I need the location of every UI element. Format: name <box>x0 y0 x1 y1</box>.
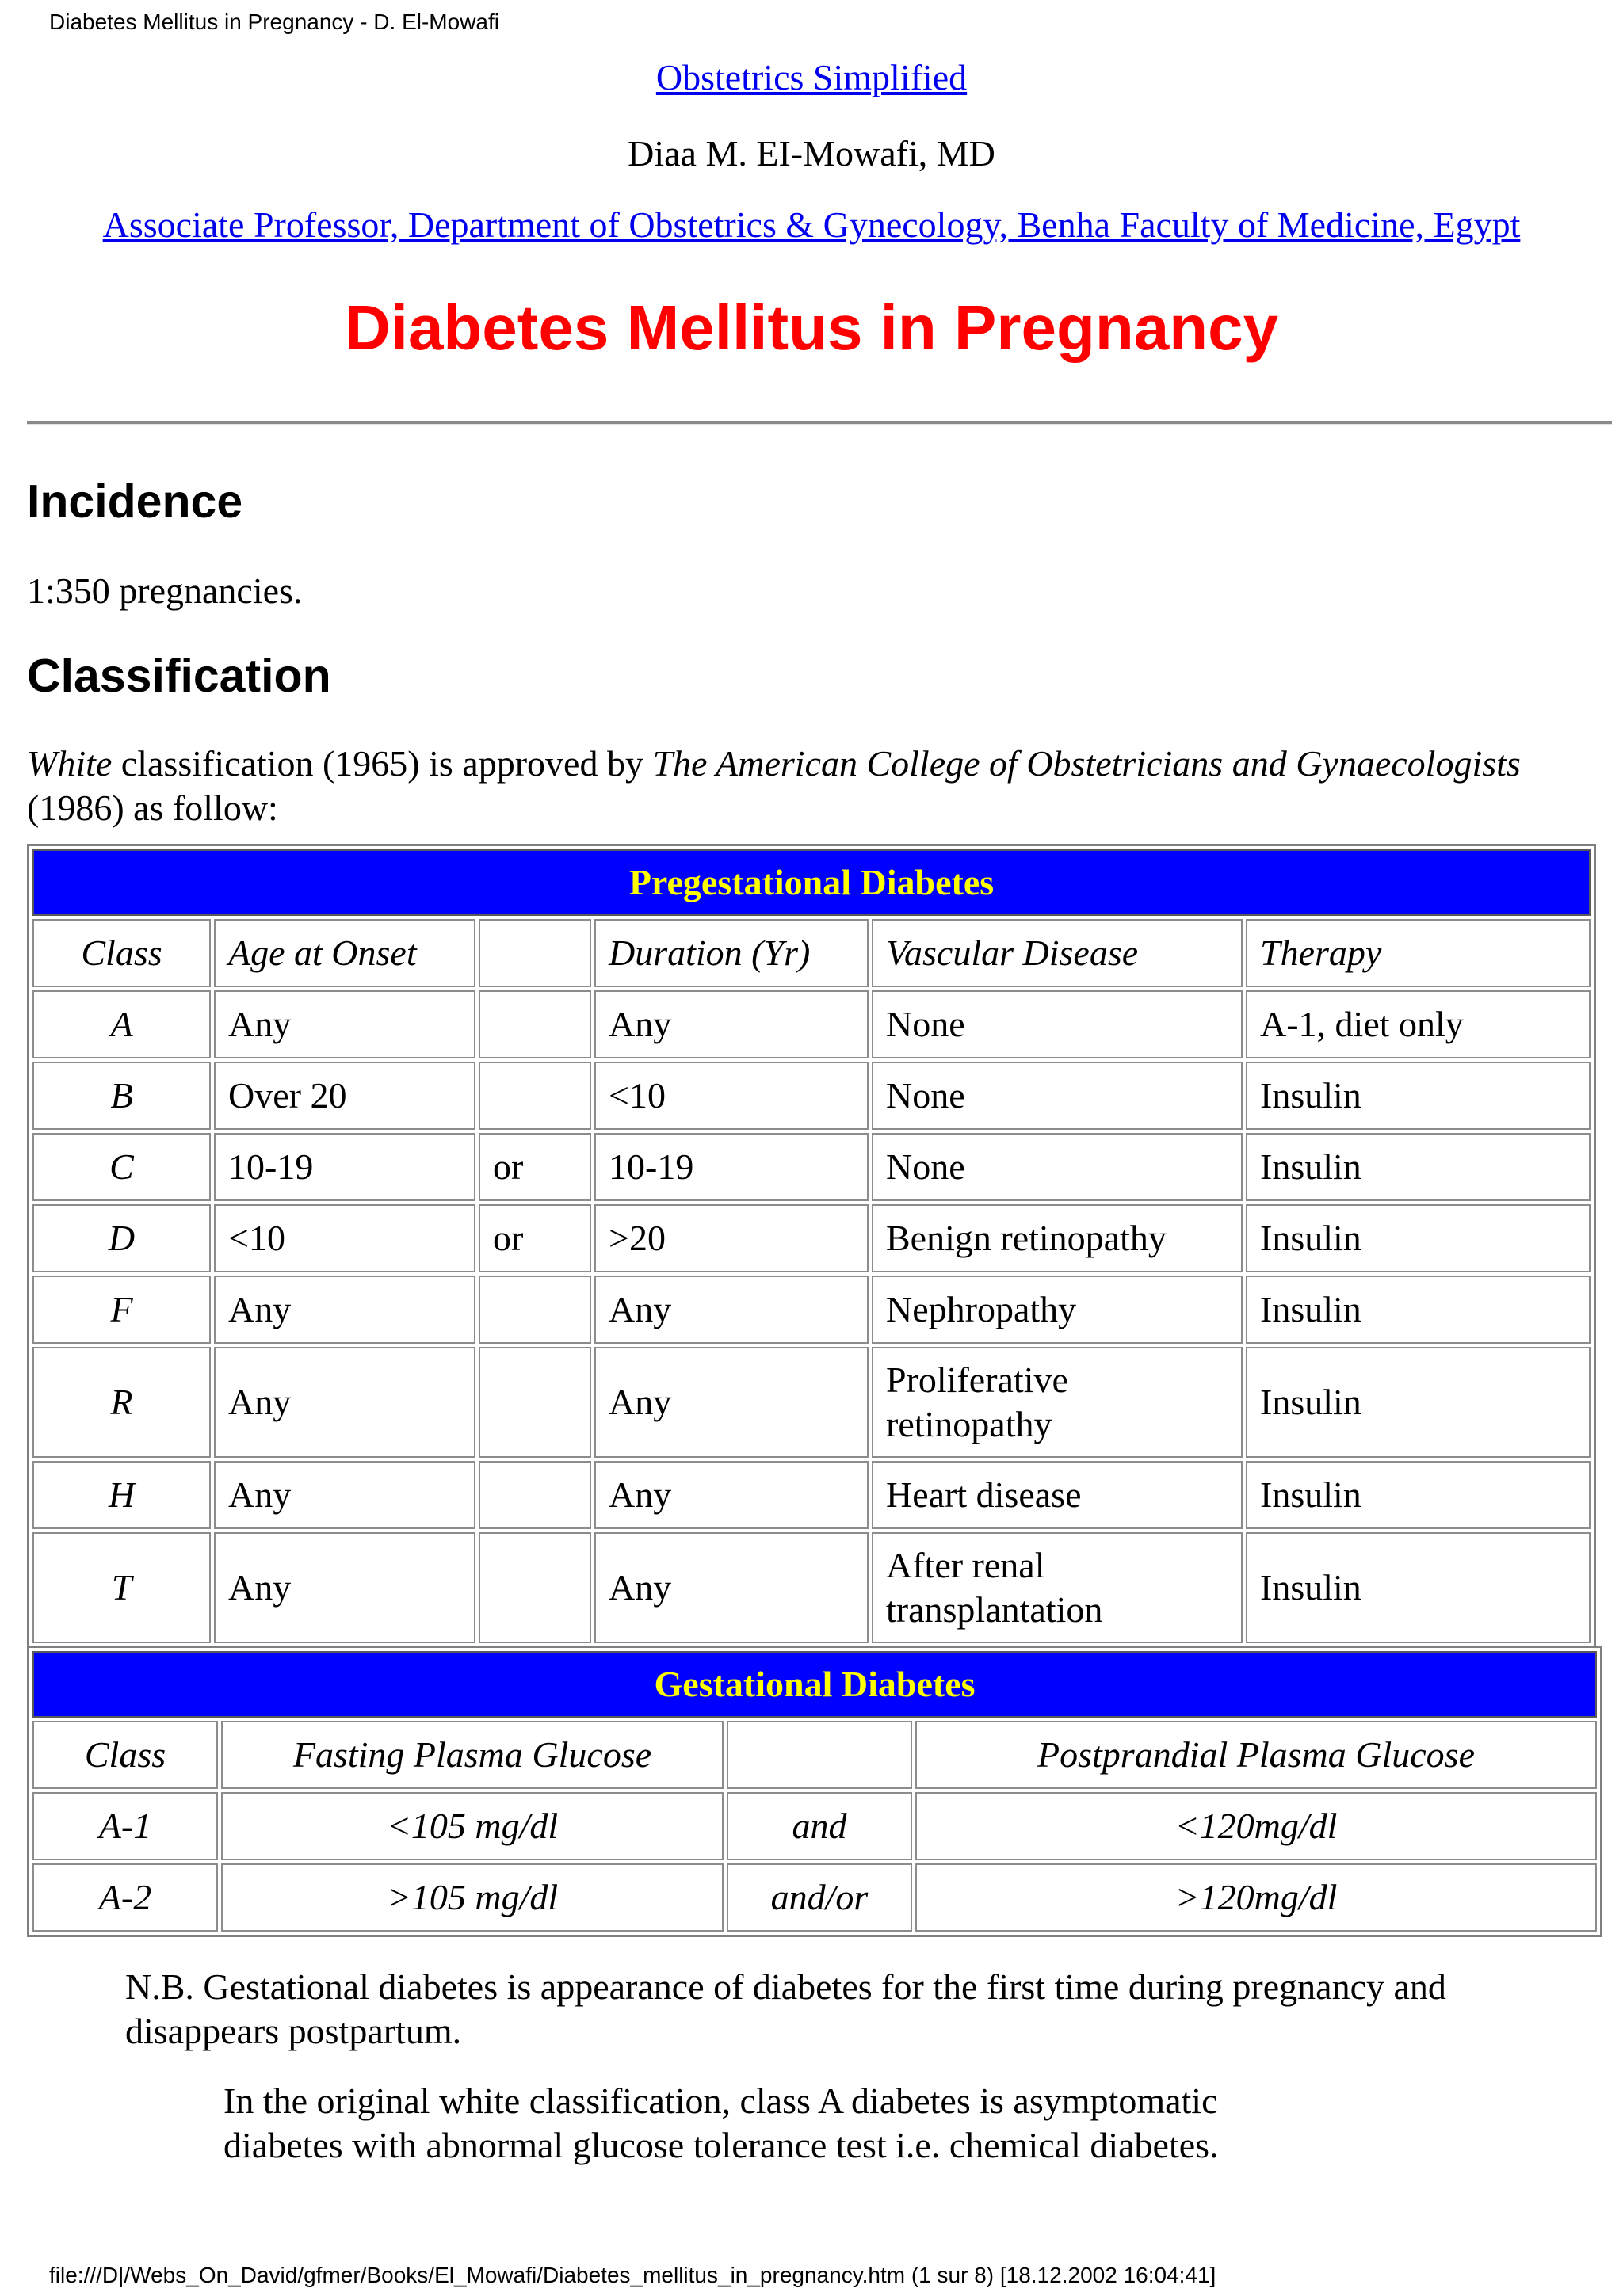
pregestational-cell: None <box>872 1062 1243 1130</box>
pregestational-cell: Any <box>214 1461 475 1529</box>
pregestational-cell: Any <box>214 1532 475 1643</box>
pregestational-cell: D <box>32 1204 211 1272</box>
gestational-cell: A-2 <box>32 1863 218 1932</box>
pregestational-cell: None <box>872 990 1243 1058</box>
pregestational-header-cell: Age at Onset <box>214 919 475 987</box>
pregestational-row <box>32 1276 1591 1344</box>
pregestational-cell <box>479 990 591 1058</box>
pregestational-row <box>32 1532 1591 1643</box>
gestational-cell: and <box>727 1792 912 1860</box>
gestational-cell: >105 mg/dl <box>221 1863 724 1932</box>
pregestational-cell: <10 <box>214 1204 475 1272</box>
pregestational-row <box>32 1062 1591 1130</box>
pregestational-cell: 10-19 <box>594 1133 869 1201</box>
pregestational-cell: or <box>479 1133 591 1201</box>
intro-text-2: (1986) as follow: <box>27 788 278 828</box>
gestational-banner-row <box>32 1651 1597 1718</box>
pregestational-cell: Any <box>594 1532 869 1643</box>
pregestational-cell <box>479 1347 591 1458</box>
pregestational-cell: Proliferative retinopathy <box>872 1347 1243 1458</box>
pregestational-table <box>27 844 1596 1649</box>
pregestational-cell: Insulin <box>1246 1276 1591 1344</box>
gestational-cell: A-1 <box>32 1792 218 1860</box>
pregestational-cell: 10-19 <box>214 1133 475 1201</box>
pregestational-header-cell <box>479 919 591 987</box>
gestational-header-row <box>32 1721 1597 1789</box>
pregestational-row <box>32 1347 1591 1458</box>
pregestational-header-row <box>32 919 1591 987</box>
nb-note: N.B. Gestational diabetes is appearance of diabetes for the first time during pregnancy and disappears postpartum. <box>125 1966 1446 2051</box>
pregestational-cell <box>479 1461 591 1529</box>
pregestational-row <box>32 990 1591 1058</box>
classification-heading: Classification <box>27 650 331 702</box>
pregestational-cell: Insulin <box>1246 1347 1591 1458</box>
pregestational-cell: Over 20 <box>214 1062 475 1130</box>
gestational-header-cell: Postprandial Plasma Glucose <box>915 1721 1597 1789</box>
pregestational-cell <box>479 1276 591 1344</box>
classification-intro <box>27 742 1600 830</box>
pregestational-cell: Benign retinopathy <box>872 1204 1243 1272</box>
gestational-banner: Gestational Diabetes <box>32 1651 1597 1718</box>
pregestational-cell: Any <box>594 990 869 1058</box>
pregestational-cell: None <box>872 1133 1243 1201</box>
pregestational-cell: Insulin <box>1246 1133 1591 1201</box>
author-name: Diaa M. EI-Mowafi, MD <box>628 133 995 174</box>
gestational-table <box>27 1646 1602 1937</box>
gestational-header-cell: Fasting Plasma Glucose <box>221 1721 724 1789</box>
pregestational-header-cell: Therapy <box>1246 919 1591 987</box>
pregestational-cell: Any <box>214 1347 475 1458</box>
pregestational-cell: Any <box>214 990 475 1058</box>
pregestational-cell: >20 <box>594 1204 869 1272</box>
pregestational-cell: Any <box>214 1276 475 1344</box>
gestational-cell: >120mg/dl <box>915 1863 1597 1932</box>
pregestational-cell: B <box>32 1062 211 1130</box>
pregestational-header-cell: Vascular Disease <box>872 919 1243 987</box>
affiliation-line <box>0 203 1623 247</box>
pregestational-cell: <10 <box>594 1062 869 1130</box>
pregestational-header-cell: Duration (Yr) <box>594 919 869 987</box>
pregestational-cell: or <box>479 1204 591 1272</box>
pregestational-row <box>32 1204 1591 1272</box>
pregestational-row <box>32 1461 1591 1529</box>
pregestational-cell: C <box>32 1133 211 1201</box>
intro-text-1: classification (1965) is approved by <box>112 743 653 784</box>
pregestational-cell: Heart disease <box>872 1461 1243 1529</box>
pregestational-cell: Any <box>594 1461 869 1529</box>
pregestational-cell <box>479 1062 591 1130</box>
pregestational-cell: A-1, diet only <box>1246 990 1591 1058</box>
gestational-cell: <120mg/dl <box>915 1792 1597 1860</box>
pregestational-cell: Insulin <box>1246 1204 1591 1272</box>
pregestational-cell: A <box>32 990 211 1058</box>
book-link-line <box>0 55 1623 100</box>
intro-italic-acog: The American College of Obstetricians and Gynaecologists <box>652 743 1521 784</box>
pregestational-cell: After renal transplantation <box>872 1532 1243 1643</box>
pregestational-cell: R <box>32 1347 211 1458</box>
incidence-text: 1:350 pregnancies. <box>27 570 303 611</box>
pregestational-header-cell: Class <box>32 919 211 987</box>
page-title: Diabetes Mellitus in Pregnancy <box>344 292 1279 363</box>
book-link[interactable]: Obstetrics Simplified <box>655 57 968 97</box>
pregestational-row <box>32 1133 1591 1201</box>
pregestational-cell: H <box>32 1461 211 1529</box>
pregestational-cell <box>479 1532 591 1643</box>
pregestational-banner-row <box>32 849 1591 916</box>
horizontal-rule <box>27 421 1612 425</box>
pregestational-banner: Pregestational Diabetes <box>32 849 1591 916</box>
print-header: Diabetes Mellitus in Pregnancy - D. El-Mowafi <box>49 10 499 34</box>
pregestational-cell: Insulin <box>1246 1532 1591 1643</box>
pregestational-cell: Any <box>594 1276 869 1344</box>
gestational-header-cell <box>727 1721 912 1789</box>
original-class-note: In the original white classification, class A diabetes is asymptomatic diabetes with abnormal glucose tolerance test i.e. chemical diabetes. <box>223 2081 1219 2165</box>
print-footer: file:///D|/Webs_On_David/gfmer/Books/El_Mowafi/Diabetes_mellitus_in_pregnancy.htm (1 sur 8) [18.12.2002 16:04:41] <box>49 2263 1216 2287</box>
pregestational-cell: Insulin <box>1246 1062 1591 1130</box>
gestational-row <box>32 1792 1597 1860</box>
pregestational-cell: Any <box>594 1347 869 1458</box>
pregestational-cell: Nephropathy <box>872 1276 1243 1344</box>
affiliation-link[interactable]: Associate Professor, Department of Obstetrics & Gynecology, Benha Faculty of Medicine, Egypt <box>102 204 1521 245</box>
pregestational-cell: T <box>32 1532 211 1643</box>
pregestational-cell: Insulin <box>1246 1461 1591 1529</box>
pregestational-cell: F <box>32 1276 211 1344</box>
incidence-heading: Incidence <box>27 475 243 528</box>
gestational-cell: <105 mg/dl <box>221 1792 724 1860</box>
intro-italic-white: White <box>27 743 113 784</box>
gestational-cell: and/or <box>727 1863 912 1932</box>
gestational-row <box>32 1863 1597 1932</box>
gestational-header-cell: Class <box>32 1721 218 1789</box>
